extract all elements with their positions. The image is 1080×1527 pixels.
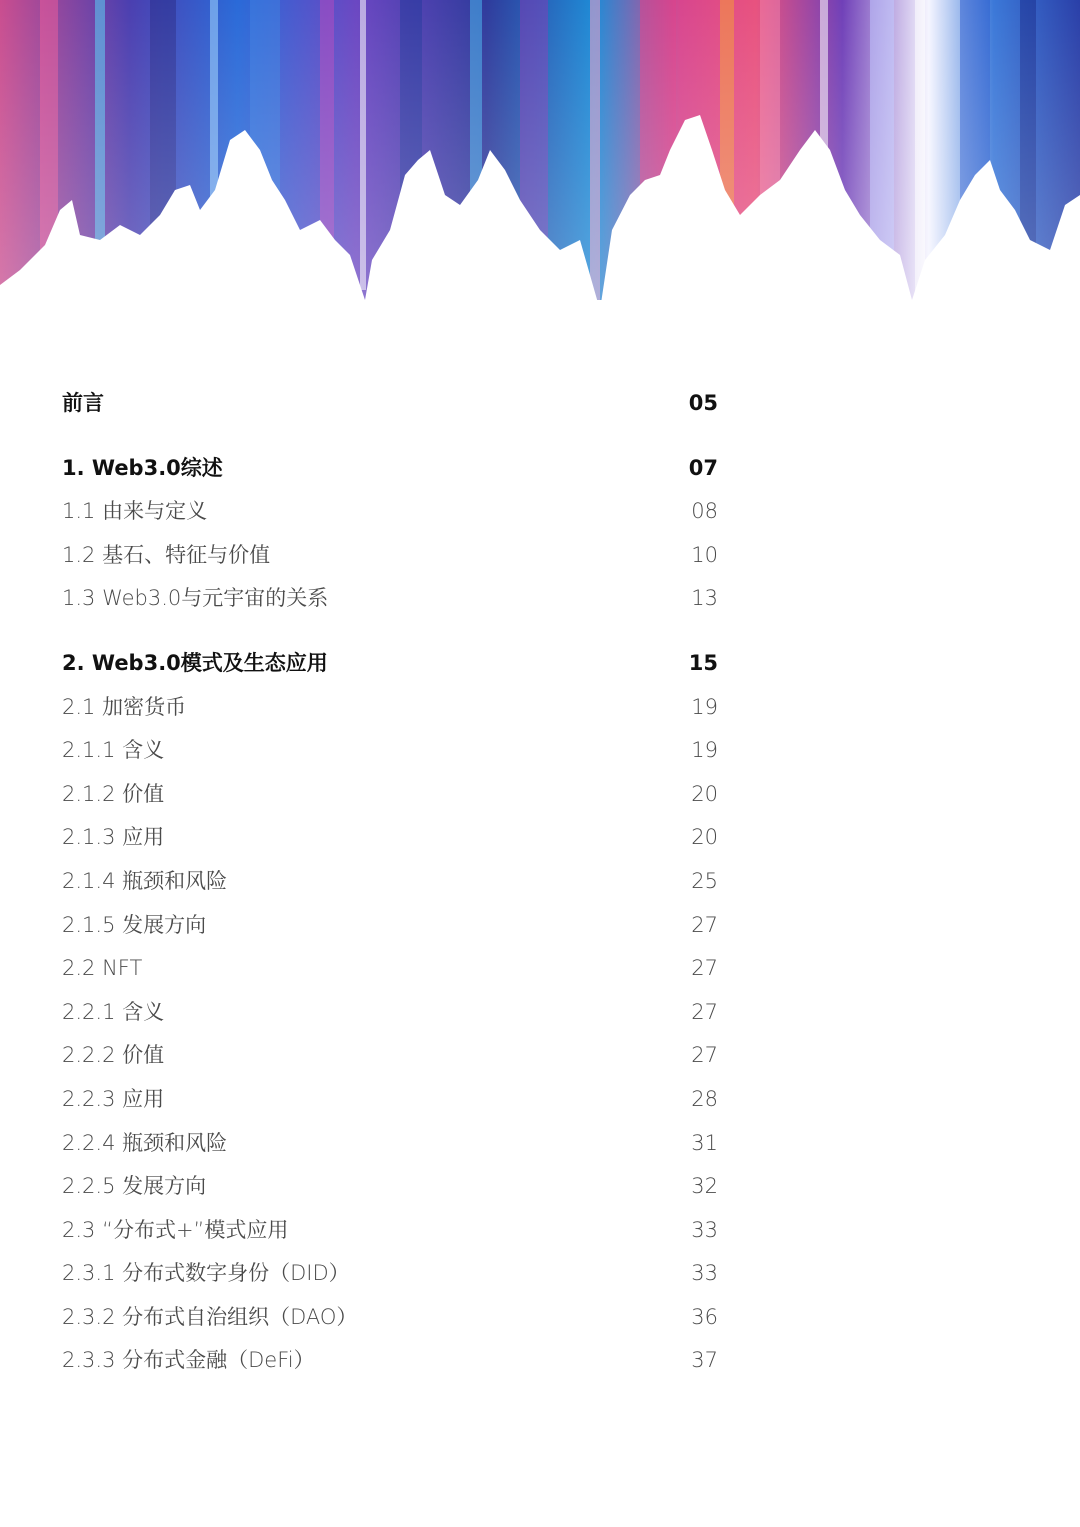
toc-entry-2-1-2[interactable] <box>62 773 718 817</box>
toc-entry-title: 2.3.3 分布式金融（DeFi） <box>62 1348 315 1373</box>
toc-entry-title: 2.2.3 应用 <box>62 1086 165 1111</box>
toc-entry-page: 27 <box>691 912 718 937</box>
toc-entry-page: 20 <box>691 825 718 850</box>
table-of-contents <box>62 382 718 1383</box>
toc-entry-2-3-1[interactable] <box>62 1252 718 1296</box>
toc-entry-title: 2.2.4 瓶颈和风险 <box>62 1130 228 1155</box>
toc-entry-chapter-2[interactable] <box>62 642 718 686</box>
toc-entry-2-1-3[interactable] <box>62 816 718 860</box>
toc-entry-title: 2.2.2 价值 <box>62 1043 165 1068</box>
toc-entry-page: 33 <box>691 1261 718 1286</box>
toc-entry-page: 07 <box>688 455 718 480</box>
toc-entry-2-3[interactable] <box>62 1209 718 1253</box>
toc-entry-1-1[interactable] <box>62 490 718 534</box>
toc-entry-2-1-1[interactable] <box>62 729 718 773</box>
toc-entry-page: 27 <box>691 1043 718 1068</box>
toc-entry-title: 2.3 “分布式+”模式应用 <box>62 1217 289 1242</box>
toc-entry-2-1-5[interactable] <box>62 904 718 948</box>
toc-entry-title: 2.1.1 含义 <box>62 738 165 763</box>
toc-entry-title: 2.3.1 分布式数字身份（DID） <box>62 1261 350 1286</box>
toc-entry-title: 2.2 NFT <box>62 956 143 981</box>
toc-entry-title: 2. Web3.0模式及生态应用 <box>62 650 328 675</box>
toc-entry-preface[interactable] <box>62 382 718 426</box>
toc-entry-page: 05 <box>688 391 718 415</box>
toc-entry-title: 2.1 加密货币 <box>62 694 187 719</box>
toc-entry-title: 1.3 Web3.0与元宇宙的关系 <box>62 586 329 611</box>
toc-entry-title: 2.2.5 发展方向 <box>62 1174 207 1199</box>
toc-entry-page: 32 <box>691 1174 718 1199</box>
toc-entry-2-3-2[interactable] <box>62 1296 718 1340</box>
toc-entry-2-3-3[interactable] <box>62 1339 718 1383</box>
toc-entry-page: 10 <box>691 542 718 567</box>
toc-entry-2-2[interactable] <box>62 947 718 991</box>
toc-entry-title: 1. Web3.0综述 <box>62 455 223 480</box>
toc-entry-page: 31 <box>691 1130 718 1155</box>
toc-entry-page: 33 <box>691 1217 718 1242</box>
toc-entry-title: 2.1.2 价值 <box>62 781 165 806</box>
toc-entry-1-2[interactable] <box>62 534 718 578</box>
toc-entry-page: 27 <box>691 999 718 1024</box>
toc-entry-1-3[interactable] <box>62 577 718 621</box>
abstract-paint-banner <box>0 0 1080 320</box>
toc-entry-page: 15 <box>688 650 718 675</box>
toc-entry-2-2-3[interactable] <box>62 1078 718 1122</box>
toc-entry-chapter-1[interactable] <box>62 447 718 491</box>
toc-entry-2-1-4[interactable] <box>62 860 718 904</box>
toc-entry-page: 37 <box>691 1348 718 1373</box>
toc-entry-page: 20 <box>691 781 718 806</box>
toc-entry-2-1[interactable] <box>62 686 718 730</box>
toc-entry-title: 2.3.2 分布式自治组织（DAO） <box>62 1304 358 1329</box>
toc-entry-title: 2.1.3 应用 <box>62 825 165 850</box>
toc-entry-title: 2.1.5 发展方向 <box>62 912 207 937</box>
toc-entry-title: 前言 <box>62 391 104 415</box>
header-banner-artwork <box>0 0 1080 320</box>
toc-entry-title: 2.1.4 瓶颈和风险 <box>62 868 228 893</box>
toc-entry-2-2-1[interactable] <box>62 991 718 1035</box>
toc-entry-page: 13 <box>691 586 718 611</box>
toc-entry-2-2-4[interactable] <box>62 1122 718 1166</box>
toc-entry-title: 2.2.1 含义 <box>62 999 165 1024</box>
toc-entry-2-2-5[interactable] <box>62 1165 718 1209</box>
toc-entry-page: 28 <box>691 1086 718 1111</box>
toc-entry-title: 1.2 基石、特征与价值 <box>62 542 271 567</box>
toc-entry-page: 19 <box>691 738 718 763</box>
toc-entry-page: 27 <box>691 956 718 981</box>
toc-entry-title: 1.1 由来与定义 <box>62 499 208 524</box>
toc-entry-page: 36 <box>691 1304 718 1329</box>
toc-entry-page: 19 <box>691 694 718 719</box>
toc-entry-page: 25 <box>691 868 718 893</box>
toc-entry-page: 08 <box>691 499 718 524</box>
toc-entry-2-2-2[interactable] <box>62 1034 718 1078</box>
